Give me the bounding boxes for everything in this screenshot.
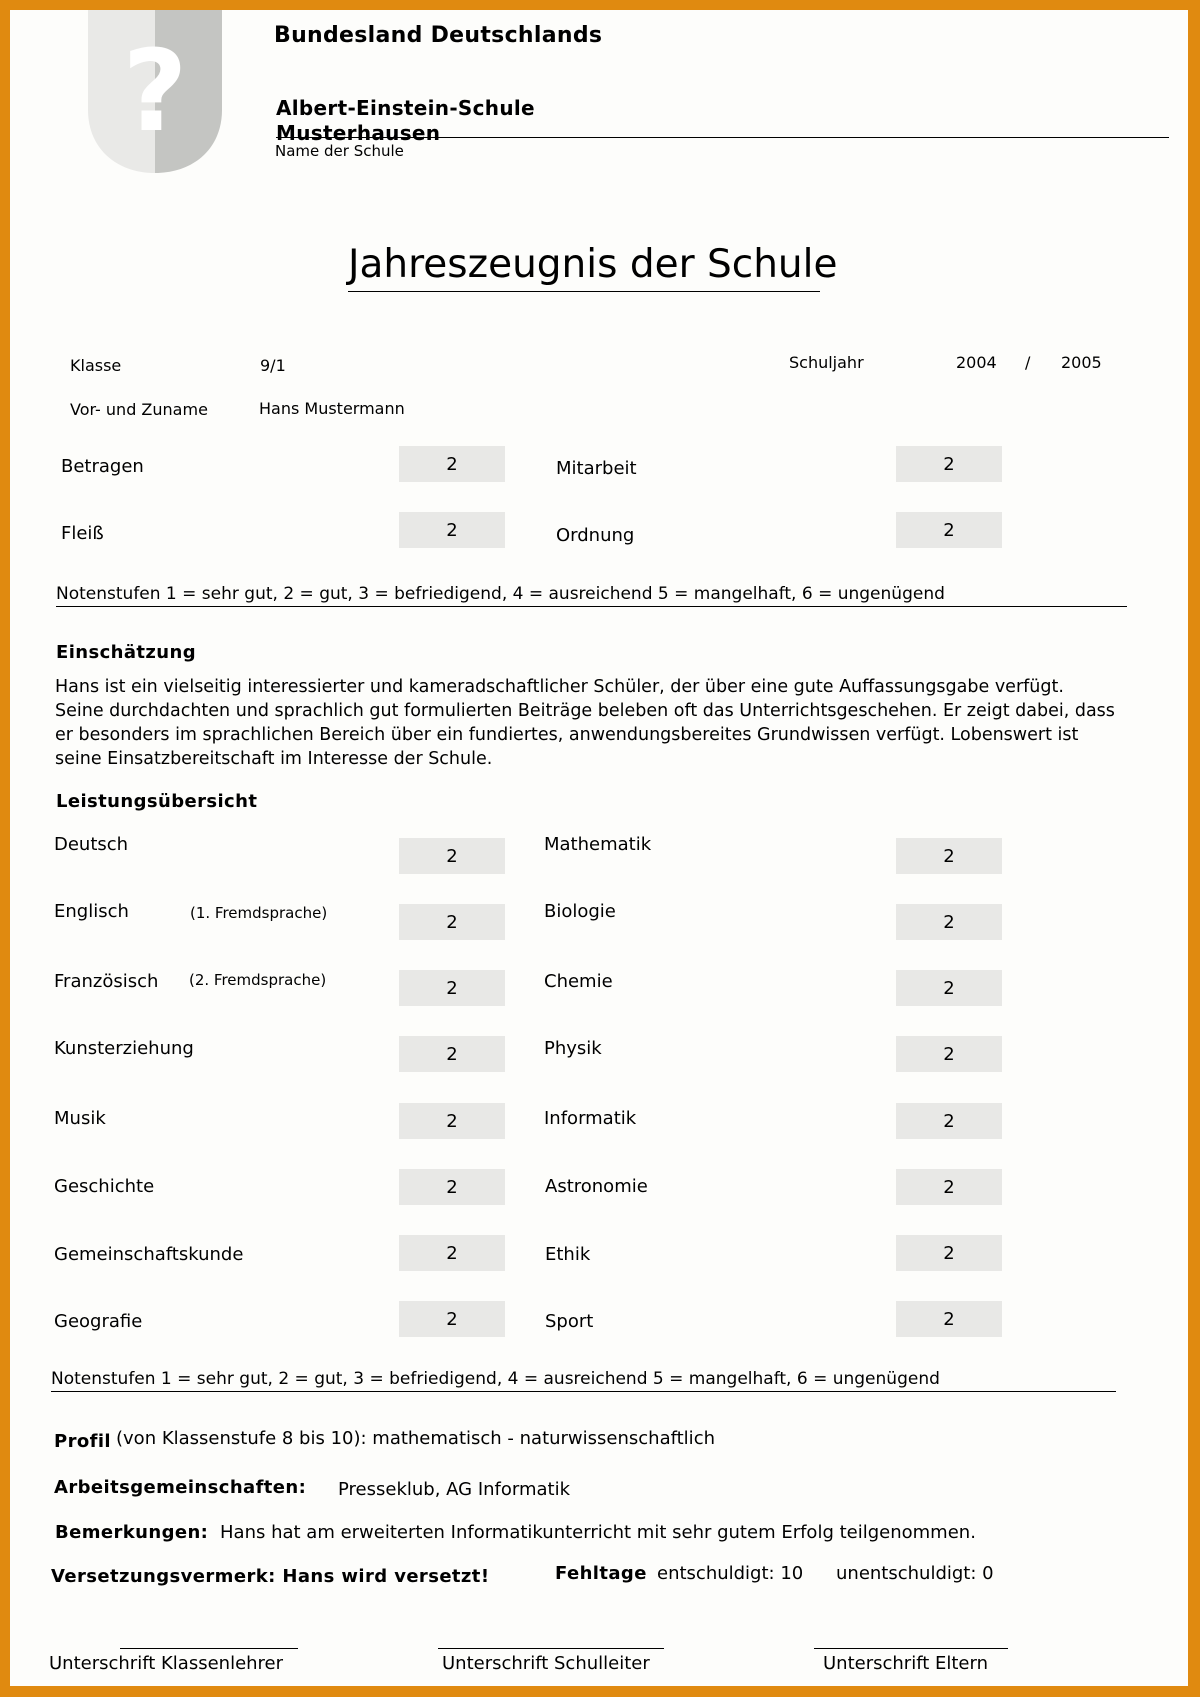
title-underline xyxy=(348,291,820,292)
signature-line-principal xyxy=(438,1648,664,1649)
subject-name: Biologie xyxy=(544,901,616,922)
assessment-heading: Einschätzung xyxy=(56,642,197,663)
subject-grade: 2 xyxy=(399,904,505,940)
subject-name: Mathematik xyxy=(544,834,652,855)
school-year-separator: / xyxy=(1025,353,1031,372)
subject-name: Kunsterziehung xyxy=(54,1038,194,1059)
state-title: Bundesland Deutschlands xyxy=(274,23,603,48)
behavior-label: Fleiß xyxy=(61,523,104,544)
school-name: Albert-Einstein-Schule xyxy=(276,96,535,120)
remarks-value: Hans hat am erweiterten Informatikunterricht mit sehr gutem Erfolg teilgenommen. xyxy=(220,1522,976,1543)
subject-name: Sport xyxy=(545,1311,594,1332)
subject-grade: 2 xyxy=(399,1103,505,1139)
grade-scale-rule xyxy=(56,606,1127,607)
subject-grade: 2 xyxy=(896,904,1002,940)
signature-line-parents xyxy=(814,1648,1008,1649)
subject-name: Geschichte xyxy=(54,1176,155,1197)
subject-name: Chemie xyxy=(544,971,613,992)
remarks-label: Bemerkungen: xyxy=(55,1522,209,1543)
report-card-page xyxy=(10,10,1188,1686)
behavior-label: Betragen xyxy=(61,456,144,477)
grade-scale-legend: Notenstufen 1 = sehr gut, 2 = gut, 3 = befriedigend, 4 = ausreichend 5 = mangelhaft, 6 = ungenügend xyxy=(56,584,945,604)
subject-name: Geografie xyxy=(54,1311,143,1332)
subject-note: (1. Fremdsprache) xyxy=(190,904,328,922)
school-city: Musterhausen xyxy=(276,121,441,145)
student-name-value: Hans Mustermann xyxy=(259,399,405,418)
subject-name: Astronomie xyxy=(545,1176,648,1197)
grade-scale-rule xyxy=(51,1391,1116,1392)
subject-name: Musik xyxy=(54,1108,106,1129)
absences-label: Fehltage xyxy=(555,1563,647,1584)
subject-name: Ethik xyxy=(545,1244,591,1265)
absences-unexcused: unentschuldigt: 0 xyxy=(836,1563,994,1584)
student-name-label: Vor- und Zuname xyxy=(70,400,208,419)
school-name-rule xyxy=(276,137,1169,138)
subject-name: Englisch xyxy=(54,901,129,922)
school-year-label: Schuljahr xyxy=(789,353,864,372)
school-year-to: 2005 xyxy=(1061,353,1102,372)
school-crest-icon xyxy=(88,10,222,173)
subject-grade: 2 xyxy=(399,1169,505,1205)
subject-grade: 2 xyxy=(399,838,505,874)
signature-line-teacher xyxy=(120,1648,298,1649)
subject-name: Informatik xyxy=(544,1108,637,1129)
profile-value: (von Klassenstufe 8 bis 10): mathematisch - naturwissenschaftlich xyxy=(116,1428,715,1449)
school-year-from: 2004 xyxy=(956,353,997,372)
behavior-grade: 2 xyxy=(896,512,1002,548)
subject-grade: 2 xyxy=(399,970,505,1006)
grade-scale-legend: Notenstufen 1 = sehr gut, 2 = gut, 3 = befriedigend, 4 = ausreichend 5 = mangelhaft, 6 = ungenügend xyxy=(51,1369,940,1389)
crest-glyph: ? xyxy=(122,27,188,157)
behavior-label: Ordnung xyxy=(556,525,635,546)
subject-name: Französisch xyxy=(54,971,159,992)
subject-grade: 2 xyxy=(896,1103,1002,1139)
subject-grade: 2 xyxy=(399,1235,505,1271)
subject-grade: 2 xyxy=(896,838,1002,874)
ag-label: Arbeitsgemeinschaften: xyxy=(54,1477,307,1498)
subject-grade: 2 xyxy=(399,1036,505,1072)
class-label: Klasse xyxy=(70,356,122,375)
behavior-label: Mitarbeit xyxy=(556,458,637,479)
subject-grade: 2 xyxy=(896,970,1002,1006)
subject-name: Gemeinschaftskunde xyxy=(54,1244,244,1265)
subject-name: Physik xyxy=(544,1038,602,1059)
signature-principal-label: Unterschrift Schulleiter xyxy=(442,1653,650,1674)
promotion-note: Versetzungsvermerk: Hans wird versetzt! xyxy=(51,1566,490,1587)
performance-heading: Leistungsübersicht xyxy=(56,791,258,812)
subject-name: Deutsch xyxy=(54,834,129,855)
signature-teacher-label: Unterschrift Klassenlehrer xyxy=(49,1653,284,1674)
subject-grade: 2 xyxy=(896,1301,1002,1337)
absences-excused: entschuldigt: 10 xyxy=(657,1563,804,1584)
profile-label: Profil xyxy=(54,1431,112,1452)
subject-grade: 2 xyxy=(896,1169,1002,1205)
subject-note: (2. Fremdsprache) xyxy=(189,971,327,989)
behavior-grade: 2 xyxy=(399,446,505,482)
signature-parents-label: Unterschrift Eltern xyxy=(823,1653,988,1674)
ag-value: Presseklub, AG Informatik xyxy=(338,1479,571,1500)
behavior-grade: 2 xyxy=(399,512,505,548)
subject-grade: 2 xyxy=(896,1036,1002,1072)
document-title: Jahreszeugnis der Schule xyxy=(348,242,838,287)
class-value: 9/1 xyxy=(260,356,286,375)
behavior-grade: 2 xyxy=(896,446,1002,482)
subject-grade: 2 xyxy=(399,1301,505,1337)
assessment-text: Hans ist ein vielseitig interessierter und kameradschaftlicher Schüler, der über eine gute Auffassungsgabe verfügt. Seine durchdachten und sprachlich gut formulierten Beiträge beleben oft das Unterrichtsgeschehen. Er zeigt dabei, dass er besonders im sprachlichen Bereich über ein fundiertes, anwendungsbereites Grundwissen verfügt. Lobenswert ist seine Einsatzbereitschaft im Interesse der Schule. xyxy=(55,677,1115,769)
school-name-caption: Name der Schule xyxy=(275,142,404,160)
subject-grade: 2 xyxy=(896,1235,1002,1271)
